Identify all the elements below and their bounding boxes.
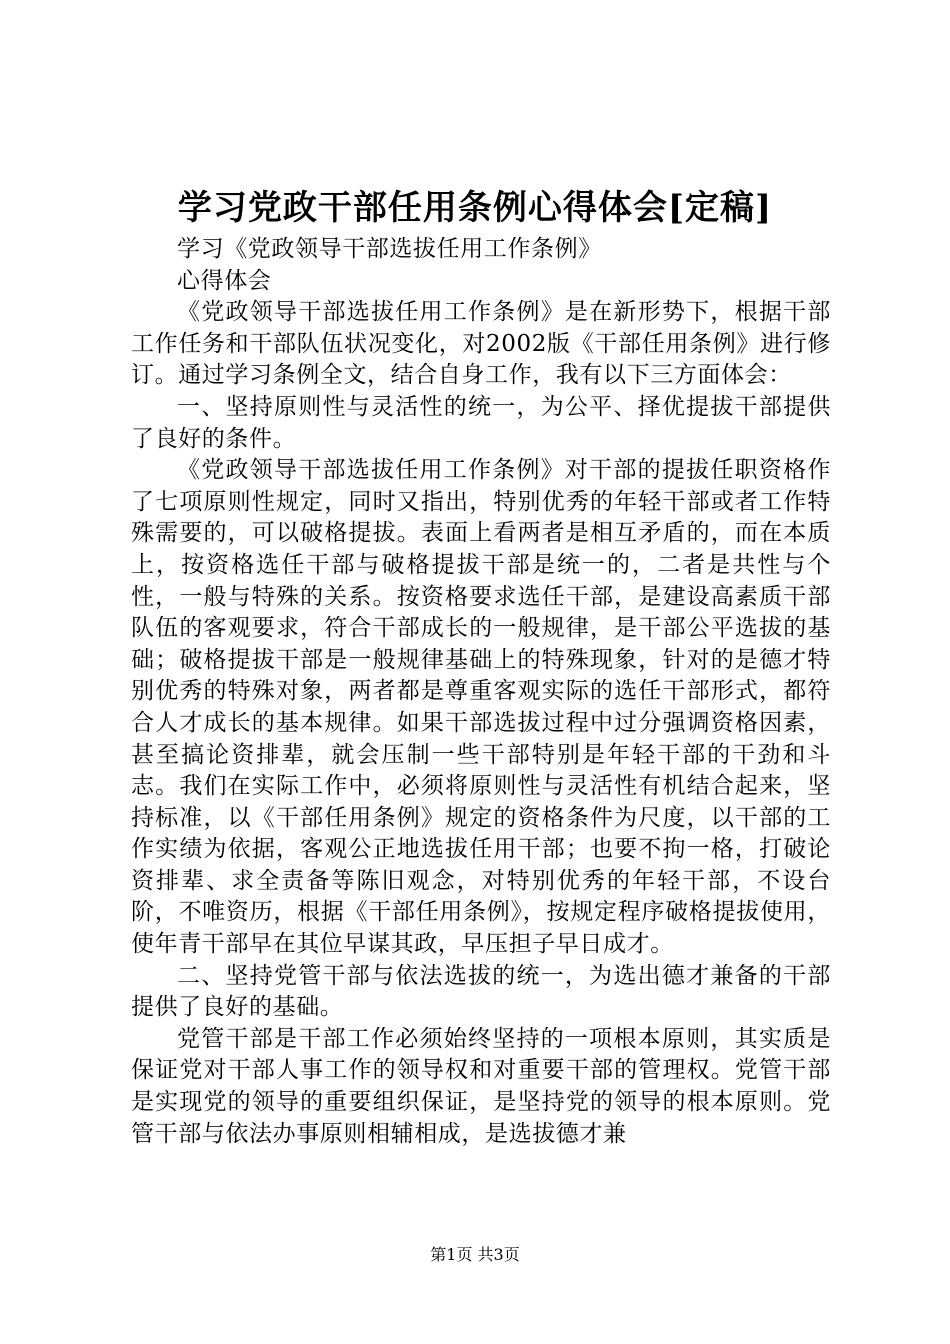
section-heading-1: 一、坚持原则性与灵活性的统一，为公平、择优提拔干部提供了良好的条件。 <box>131 393 831 452</box>
document-body <box>131 234 831 1150</box>
paragraph-intro: 《党政领导干部选拔任用工作条例》是在新形势下，根据干部工作任务和干部队伍状况变化，对2002版《干部任用条例》进行修订。通过学习条例全文，结合自身工作，我有以下三方面体会： <box>131 299 831 389</box>
page-footer: 第1页 共3页 <box>430 1245 520 1264</box>
section-heading-2: 二、坚持党管干部与依法选拔的统一，为选出德才兼备的干部提供了良好的基础。 <box>131 962 831 1021</box>
subtitle-line-2: 心得体会 <box>177 267 272 294</box>
paragraph-section-1: 《党政领导干部选拔任用工作条例》对干部的提拔任职资格作了七项原则性规定，同时又指出，特别优秀的年轻干部或者工作特殊需要的，可以破格提拔。表面上看两者是相互矛盾的，而在本质上，按资格选任干部与破格提拔干部是统一的，二者是共性与个性，一般与特殊的关系。按资格要求选任干部，是建设高素质干部队伍的客观要求，符合干部成长的一般规律，是干部公平选拔的基础；破格提拔干部是一般规律基础上的特殊现象，针对的是德才特别优秀的特殊对象，两者都是尊重客观实际的选任干部形式，都符合人才成长的基本规律。如果干部选拔过程中过分强调资格因素，甚至搞论资排辈，就会压制一些干部特别是年轻干部的干劲和斗志。我们在实际工作中，必须将原则性与灵活性有机结合起来，坚持标准，以《干部任用条例》规定的资格条件为尺度，以干部的工作实绩为依据，客观公正地选拔任用干部；也要不拘一格，打破论资排辈、求全责备等陈旧观念，对特别优秀的年轻干部，不设台阶，不唯资历，根据《干部任用条例》，按规定程序破格提拔使用，使年青干部早在其位早谋其政，早压担子早日成才。 <box>131 457 831 958</box>
subtitle-line-1: 学习《党政领导干部选拔任用工作条例》 <box>177 236 602 262</box>
document-title: 学习党政干部任用条例心得体会[定稿] <box>177 188 773 228</box>
paragraph-section-2: 党管干部是干部工作必须始终坚持的一项根本原则，其实质是保证党对干部人事工作的领导权和对重要干部的管理权。党管干部是实现党的领导的重要组织保证，是坚持党的领导的根本原则。党管干部与依法办事原则相辅相成，是选拔德才兼 <box>131 1025 831 1147</box>
